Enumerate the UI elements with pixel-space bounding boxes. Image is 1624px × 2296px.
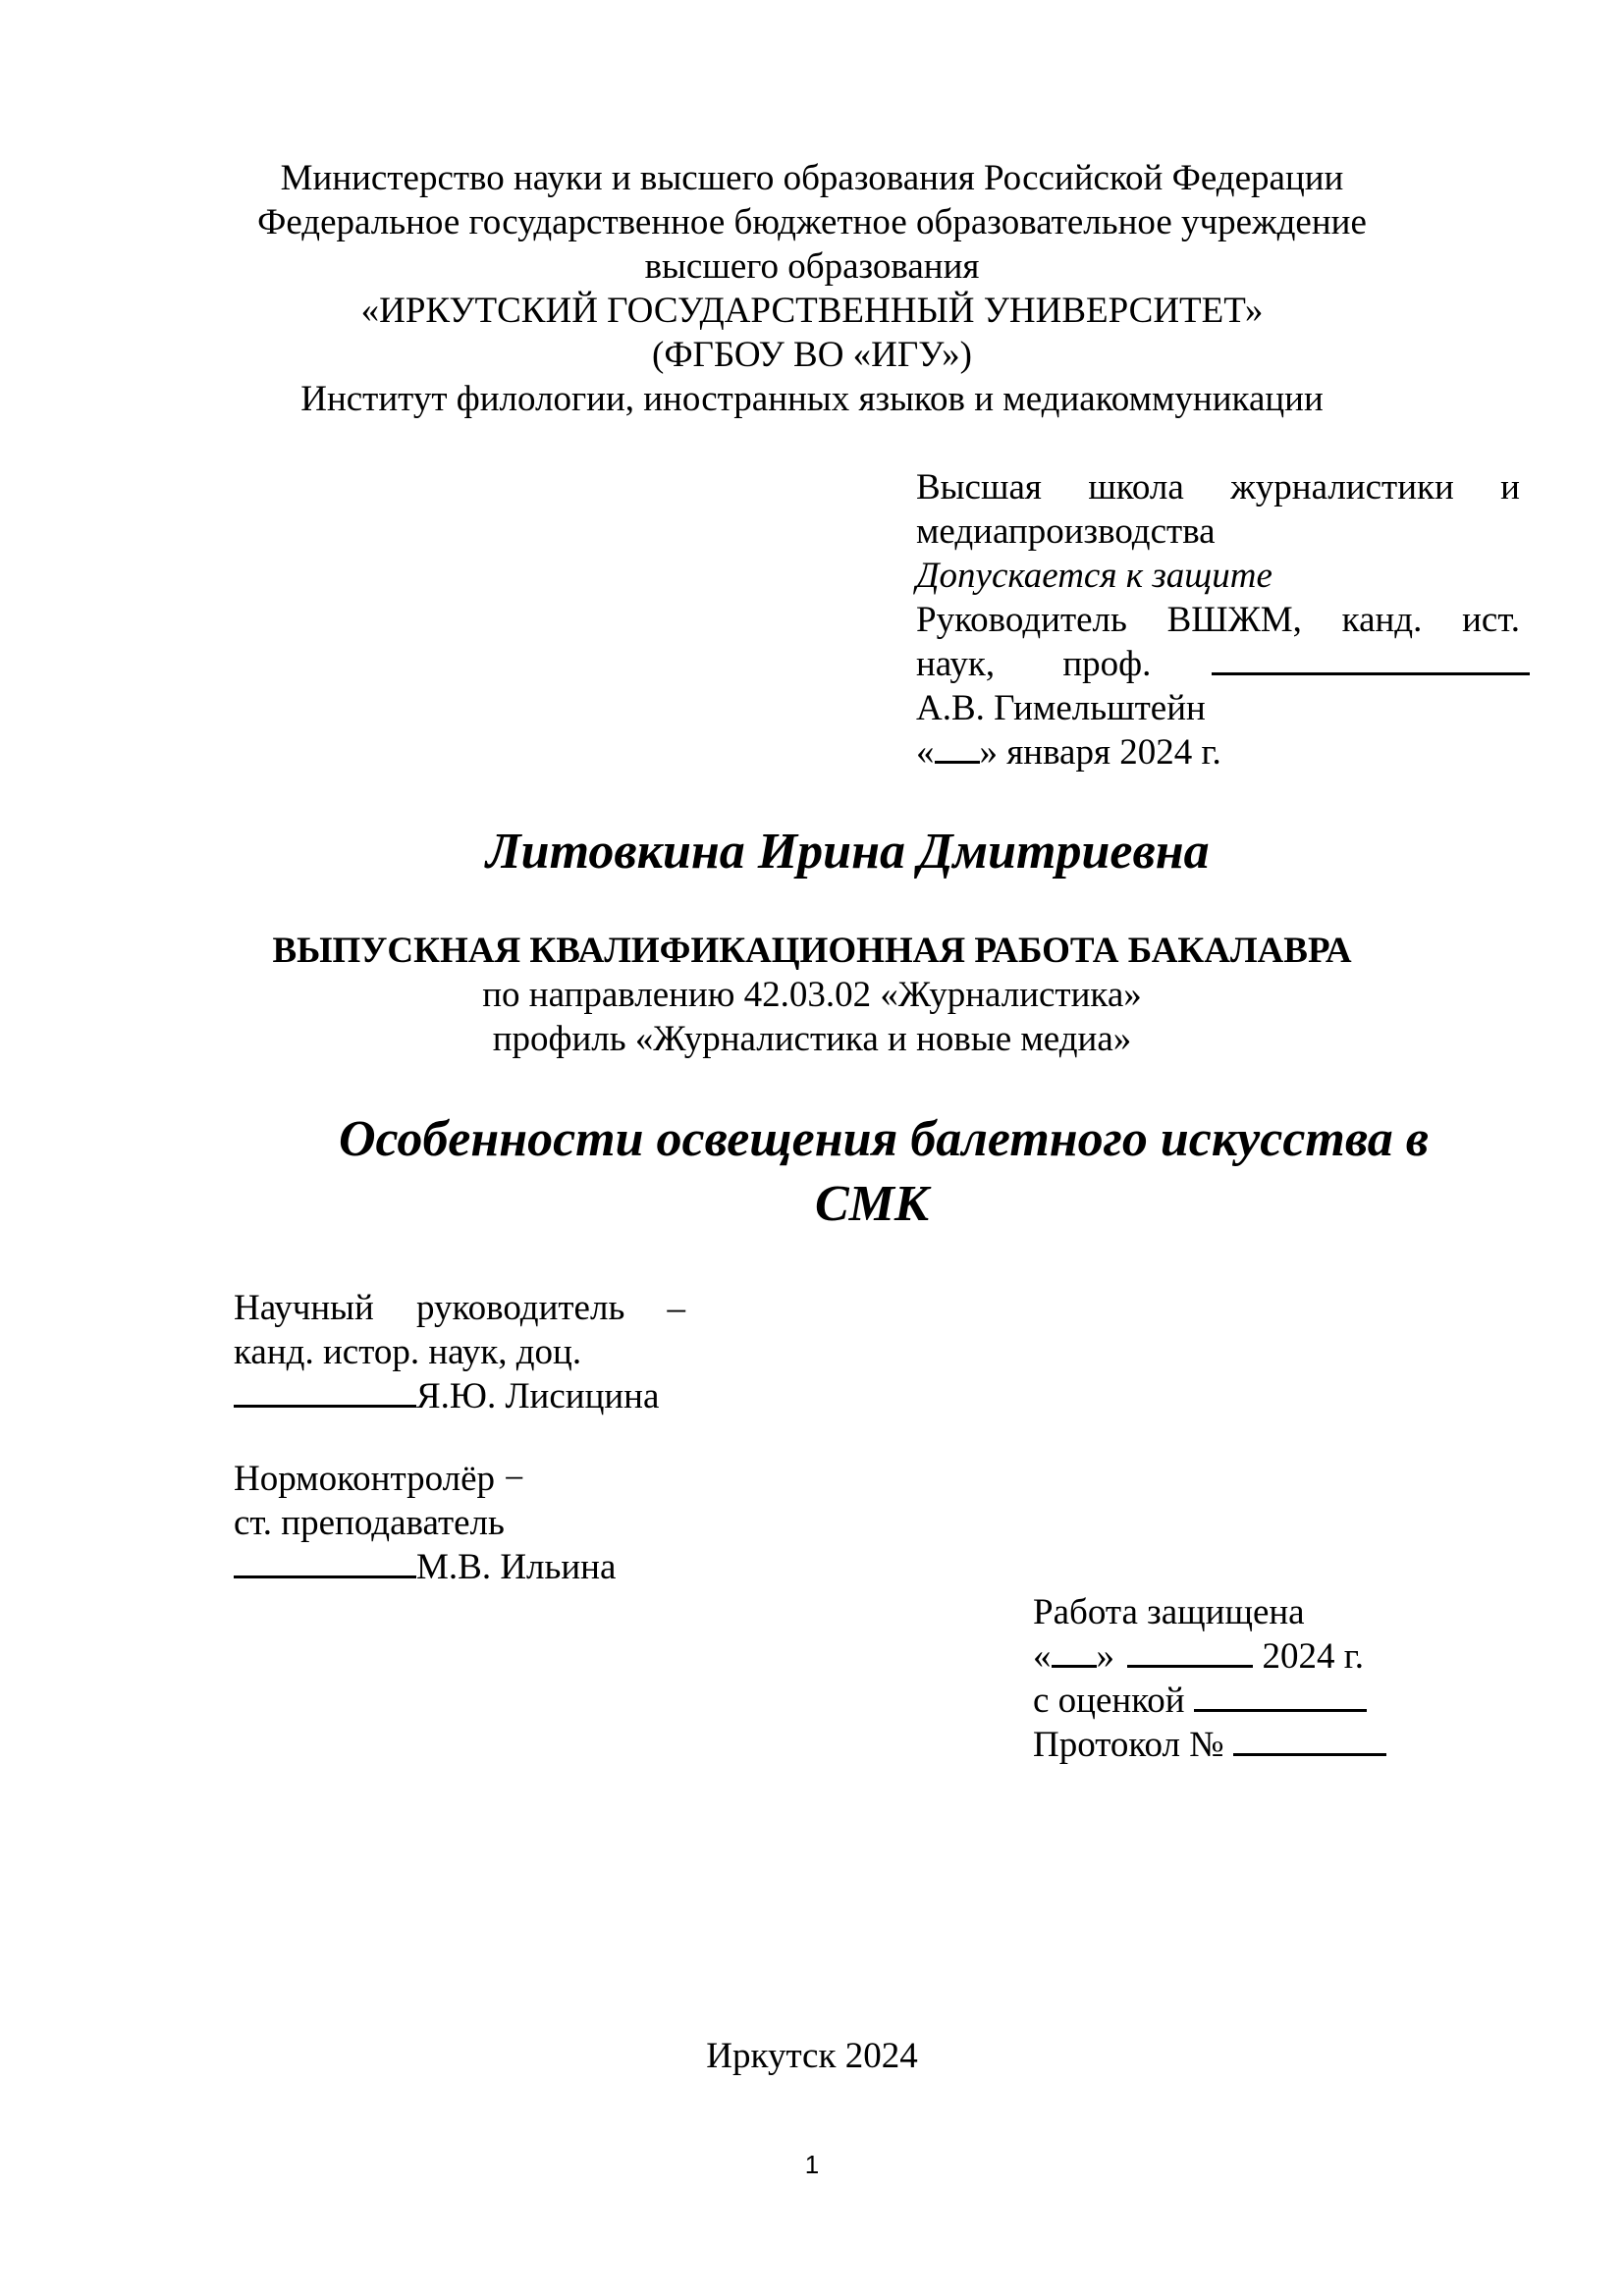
institution-line: Федеральное государственное бюджетное образовательное учреждение bbox=[257, 202, 1367, 242]
defense-date bbox=[1033, 1634, 1364, 1679]
page-number: 1 bbox=[804, 2150, 820, 2179]
grade-label: с оценкой bbox=[1033, 1681, 1185, 1721]
approval-date bbox=[916, 730, 1221, 774]
month-blank bbox=[1127, 1659, 1253, 1668]
signature-blank bbox=[234, 1570, 416, 1578]
university-name: «ИРКУТСКИЙ ГОСУДАРСТВЕННЫЙ УНИВЕРСИТЕТ» bbox=[360, 291, 1264, 331]
student-name: Литовкина Ирина Дмитриевна bbox=[486, 824, 1210, 880]
approval-head-line bbox=[916, 598, 1520, 642]
work-direction: по направлению 42.03.02 «Журналистика» bbox=[482, 975, 1142, 1015]
ministry-line: Министерство науки и высшего образования Российской Федерации bbox=[280, 158, 1344, 198]
date-quote-open: « bbox=[1033, 1636, 1052, 1677]
approval-word: Руководитель bbox=[916, 600, 1127, 640]
thesis-title-line-1: Особенности освещения балетного искусства в bbox=[339, 1111, 1429, 1167]
day-blank bbox=[1052, 1659, 1097, 1668]
supervisor-word: руководитель bbox=[416, 1288, 625, 1328]
day-blank bbox=[935, 755, 980, 764]
protocol-label: Протокол № bbox=[1033, 1725, 1224, 1765]
defense-title: Работа защищена bbox=[1033, 1592, 1305, 1632]
approval-degree-line bbox=[916, 642, 1525, 686]
approval-word: ВШЖМ, bbox=[1166, 600, 1302, 640]
supervisor-signature bbox=[234, 1374, 659, 1418]
normcontrol-title: Нормоконтролёр − bbox=[234, 1459, 525, 1499]
supervisor-word: – bbox=[667, 1288, 685, 1328]
supervisor-line bbox=[234, 1286, 685, 1330]
date-quote-close: » bbox=[1096, 1636, 1114, 1677]
approval-word: журналистики bbox=[1230, 467, 1454, 507]
approval-word: и bbox=[1500, 467, 1520, 507]
date-quote-open: « bbox=[916, 732, 935, 773]
supervisor-degree: канд. истор. наук, доц. bbox=[234, 1332, 582, 1372]
approval-word: наук, bbox=[916, 644, 996, 684]
supervisor-name: Я.Ю. Лисицина bbox=[416, 1376, 660, 1416]
date-rest: » января 2024 г. bbox=[979, 732, 1221, 773]
approval-word: канд. bbox=[1341, 600, 1423, 640]
grade-blank bbox=[1194, 1703, 1367, 1712]
signature-blank bbox=[234, 1399, 416, 1408]
work-type: ВЫПУСКНАЯ КВАЛИФИКАЦИОННАЯ РАБОТА БАКАЛАВРА bbox=[272, 931, 1352, 971]
approval-word: ист. bbox=[1462, 600, 1520, 640]
approval-school-line bbox=[916, 465, 1520, 509]
head-name: А.В. Гимельштейн bbox=[916, 688, 1206, 728]
thesis-title-line-2: СМК bbox=[815, 1176, 930, 1232]
university-abbreviation: (ФГБОУ ВО «ИГУ») bbox=[652, 335, 972, 375]
normcontrol-signature bbox=[234, 1545, 616, 1589]
admitted-to-defense: Допускается к защите bbox=[916, 556, 1272, 596]
approval-school-line-2: медиапроизводства bbox=[916, 511, 1216, 552]
defense-year: 2024 г. bbox=[1262, 1636, 1365, 1677]
approval-word: школа bbox=[1088, 467, 1184, 507]
defense-protocol bbox=[1033, 1723, 1386, 1767]
defense-grade bbox=[1033, 1679, 1367, 1723]
institute-line: Институт филологии, иностранных языков и медиакоммуникации bbox=[300, 379, 1324, 419]
city-year: Иркутск 2024 bbox=[706, 2036, 918, 2076]
signature-blank bbox=[1212, 667, 1530, 675]
approval-word: проф. bbox=[1062, 644, 1152, 684]
supervisor-word: Научный bbox=[234, 1288, 374, 1328]
protocol-blank bbox=[1233, 1747, 1386, 1756]
normcontrol-position: ст. преподаватель bbox=[234, 1503, 505, 1543]
approval-word: Высшая bbox=[916, 467, 1042, 507]
normcontrol-name: М.В. Ильина bbox=[416, 1547, 617, 1587]
education-level-line: высшего образования bbox=[644, 246, 980, 287]
work-profile: профиль «Журналистика и новые медиа» bbox=[492, 1019, 1132, 1059]
